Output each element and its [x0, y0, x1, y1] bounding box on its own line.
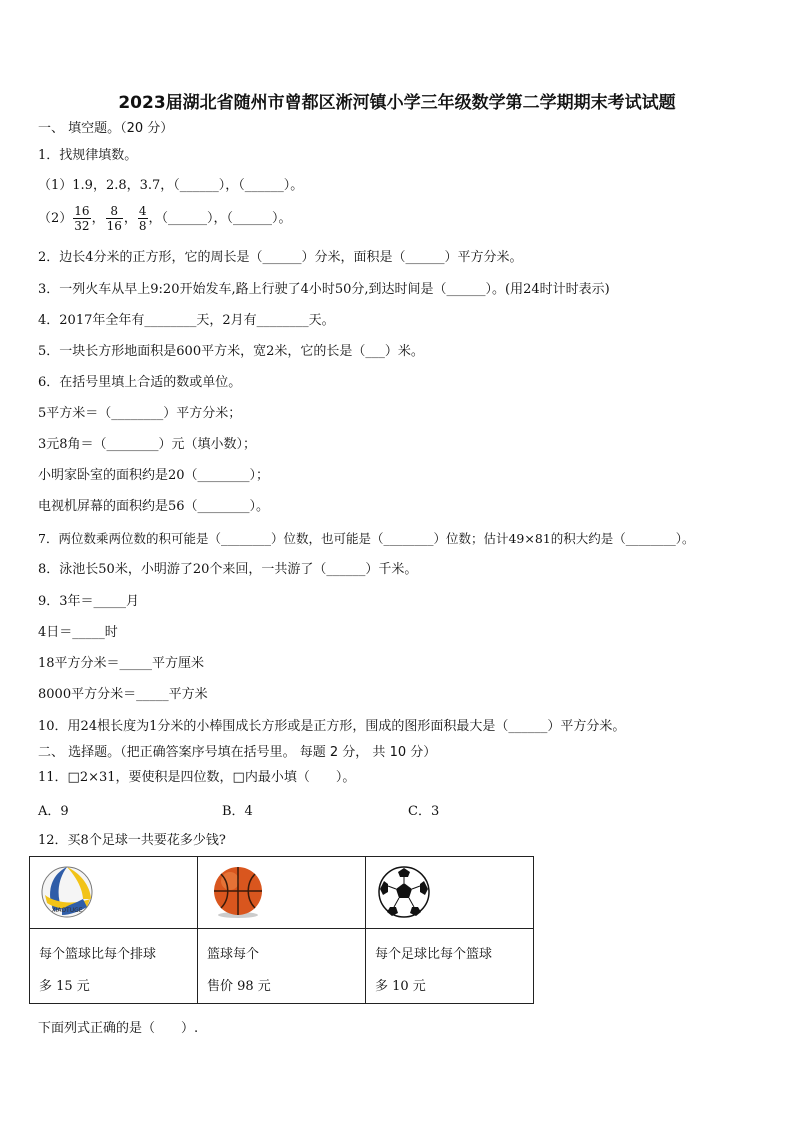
question-6-line-4: 电视机屏幕的面积约是56（________）。: [38, 499, 270, 514]
question-6-line-1: 5平方米＝（________）平方分米；: [38, 406, 242, 421]
soccer-ball-cell: [366, 857, 534, 929]
soccer-ball-info: [366, 929, 534, 1004]
cell-line-1: 篮球每个: [207, 947, 260, 962]
question-1-part-1: （1）1.9，2.8，3.7，（______），（______）。: [38, 178, 304, 193]
cell-line-2: 多 15 元: [39, 979, 90, 994]
question-3: 3．一列火车从早上9:20开始发车,路上行驶了4小时50分,到达时间是（______）。(用24时计时表示): [38, 282, 610, 297]
fraction: $\frac{16}{32}$: [74, 204, 90, 233]
question-4: 4．2017年全年有________天，2月有________天。: [38, 313, 335, 328]
basketball-info: [198, 929, 366, 1004]
question-11-stem: 11．□2×31，要使积是四位数，□内最小填（ ）。: [38, 770, 356, 785]
question-2: 2．边长4分米的正方形，它的周长是（______）分米，面积是（______）平方分米。: [38, 250, 523, 265]
option-c: C．3: [408, 804, 440, 819]
soccer-ball-icon: [376, 865, 432, 919]
section-heading-fill-in: 一、 填空题。（20 分）: [38, 121, 174, 136]
volleyball-info: [30, 929, 198, 1004]
cell-line-2: 多 10 元: [375, 979, 426, 994]
ball-price-table: [29, 856, 534, 1004]
page-title: 2023届湖北省随州市曾都区淅河镇小学三年级数学第二学期期末考试试题: [118, 93, 676, 113]
question-12-prompt: 下面列式正确的是（ ）.: [38, 1021, 199, 1036]
volleyball-icon: [40, 865, 94, 919]
question-9-line-2: 4日＝_____时: [38, 625, 118, 640]
question-1-part-2-label: （2）: [38, 211, 73, 226]
question-6-stem: 6．在括号里填上合适的数或单位。: [38, 375, 242, 390]
question-12-stem: 12．买8个足球一共要花多少钱?: [38, 833, 226, 848]
question-9-line-1: 9．3年＝_____月: [38, 594, 140, 609]
question-6-line-2: 3元8角＝（________）元（填小数）；: [38, 437, 257, 452]
option-a: A．9: [38, 804, 69, 819]
basketball-cell: [198, 857, 366, 929]
section-heading-choice: 二、 选择题。（把正确答案序号填在括号里。 每题 2 分， 共 10 分）: [38, 745, 437, 760]
fraction: $\frac{4}{8}$: [138, 204, 147, 233]
question-8: 8．泳池长50米，小明游了20个来回，一共游了（______）千米。: [38, 562, 418, 577]
option-b: B．4: [222, 804, 253, 819]
question-1-stem: 1．找规律填数。: [38, 148, 138, 163]
ball-label: XIAOTUGE: [51, 907, 83, 914]
cell-line-1: 每个篮球比每个排球: [39, 947, 157, 962]
question-9-line-3: 18平方分米＝_____平方厘米: [38, 656, 205, 671]
question-10: 10．用24根长度为1分米的小棒围成长方形或是正方形，围成的图形面积最大是（______）平方分米。: [38, 719, 626, 734]
question-1-part-2-tail: （______），（______）。: [161, 211, 292, 226]
cell-line-2: 售价 98 元: [207, 979, 271, 994]
volleyball-cell: [30, 857, 198, 929]
question-6-line-3: 小明家卧室的面积约是20（________）；: [38, 468, 270, 483]
question-5: 5．一块长方形地面积是600平方米，宽2米，它的长是（___）米。: [38, 344, 424, 359]
fraction: $\frac{8}{16}$: [106, 204, 122, 233]
question-1-part-2: （2） $\frac{16}{32}$ ， $\frac{8}{16}$ ， $\frac{4}{8}$ ，（______），（______）。: [38, 204, 292, 233]
question-9-line-4: 8000平方分米＝_____平方米: [38, 687, 208, 702]
basketball-icon: [208, 865, 268, 919]
cell-line-1: 每个足球比每个篮球: [375, 947, 493, 962]
question-7: 7．两位数乘两位数的积可能是（________）位数，也可能是（________）位数；估计49×81的积大约是（________）。: [38, 531, 695, 546]
